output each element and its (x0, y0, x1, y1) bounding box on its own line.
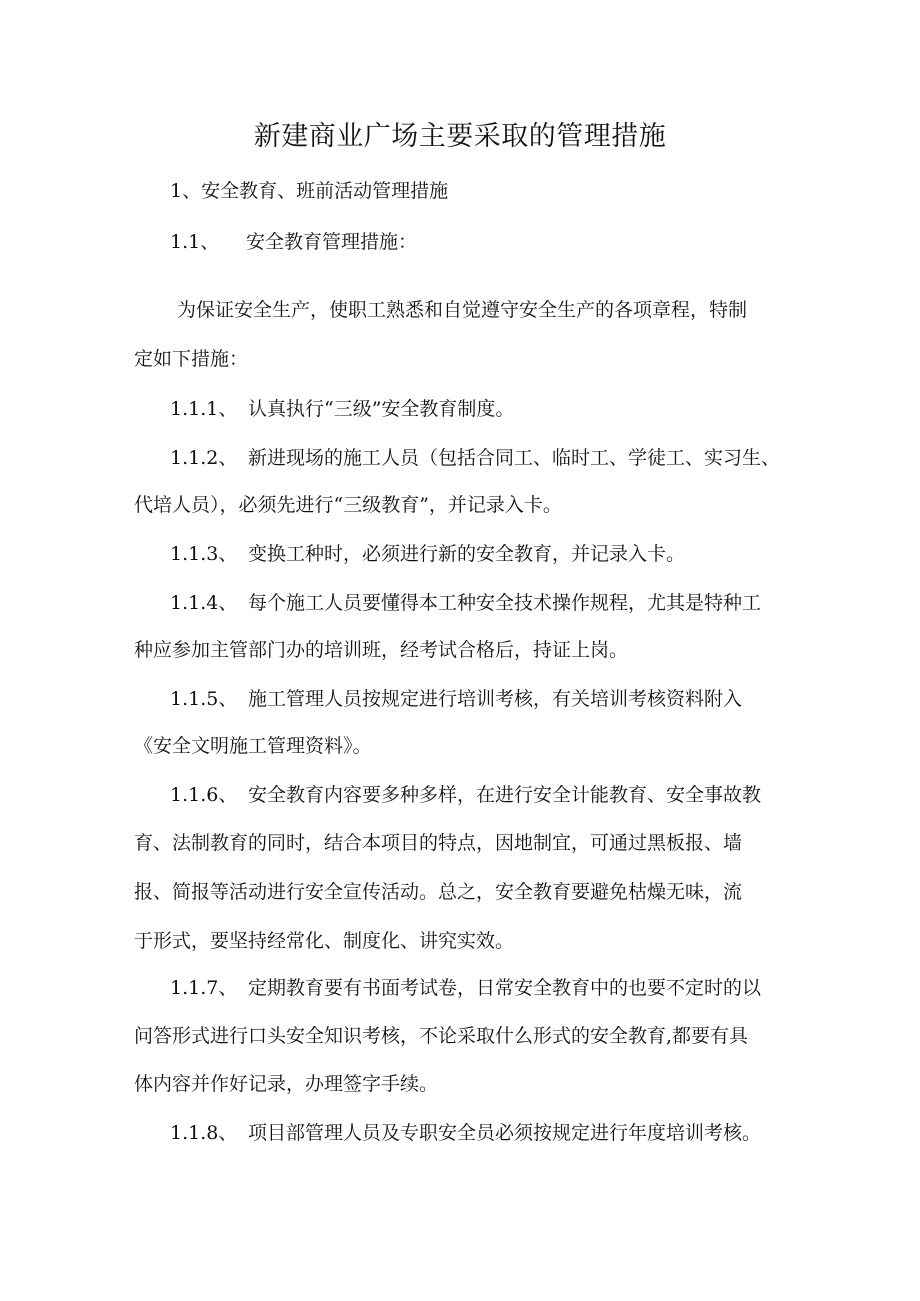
list-item (170, 684, 742, 714)
document-title: 新建商业广场主要采取的管理措施 (253, 121, 667, 152)
list-item (170, 443, 780, 473)
item-number: 1.1.5、 (170, 688, 238, 710)
list-item (170, 394, 514, 424)
intro-line: 定如下措施： (134, 348, 249, 370)
item-text-continued: 育、法制教育的同时，结合本项目的特点，因地制宜，可通过黑板报、墙 (134, 832, 743, 854)
item-number: 1.1.1、 (170, 398, 238, 420)
list-item (170, 588, 761, 618)
item-text-continued: 《安全文明施工管理资料》。 (134, 735, 372, 757)
item-text-continued: 问答形式进行口头安全知识考核，不论采取什么形式的安全教育,都要有具 (134, 1025, 749, 1047)
list-item (170, 539, 685, 569)
item-number: 1.1.3、 (170, 543, 238, 565)
item-text-continued: 于形式，要坚持经常化、制度化、讲究实效。 (134, 930, 515, 952)
item-text-continued: 种应参加主管部门办的培训班，经考试合格后，持证上岗。 (134, 639, 629, 661)
list-item (170, 973, 761, 1003)
item-text-continued: 体内容并作好记录，办理签字手续。 (134, 1073, 439, 1095)
list-item (170, 780, 761, 810)
item-text-continued: 代培人员），必须先进行“三级教育”，并记录入卡。 (134, 494, 562, 516)
item-text: 新进现场的施工人员（包括合同工、临时工、学徒工、实习生、 (248, 447, 781, 469)
subsection-title: 安全教育管理措施： (246, 231, 418, 253)
item-text: 每个施工人员要懂得本工种安全技术操作规程，尤其是特种工 (248, 592, 762, 614)
intro-line: 为保证安全生产，使职工熟悉和自觉遵守安全生产的各项章程，特制 (177, 299, 748, 321)
item-text: 项目部管理人员及专职安全员必须按规定进行年度培训考核。 (248, 1122, 762, 1144)
item-number: 1.1.2、 (170, 447, 238, 469)
item-text: 认真执行“三级”安全教育制度。 (248, 398, 515, 420)
section-heading: 1、安全教育、班前活动管理措施 (170, 180, 449, 202)
item-text-continued: 报、简报等活动进行安全宣传活动。总之，安全教育要避免枯燥无味，流 (134, 881, 743, 903)
item-text: 定期教育要有书面考试卷，日常安全教育中的也要不定时的以 (248, 977, 762, 999)
item-text: 变换工种时，必须进行新的安全教育，并记录入卡。 (248, 543, 686, 565)
item-number: 1.1.7、 (170, 977, 238, 999)
list-item (170, 1118, 761, 1148)
item-text: 安全教育内容要多种多样，在进行安全计能教育、安全事故教 (248, 784, 762, 806)
subsection-heading (170, 227, 417, 257)
item-number: 1.1.4、 (170, 592, 238, 614)
item-text: 施工管理人员按规定进行培训考核，有关培训考核资料附入 (248, 688, 743, 710)
item-number: 1.1.6、 (170, 784, 238, 806)
subsection-number: 1.1、 (170, 231, 220, 253)
item-number: 1.1.8、 (170, 1122, 238, 1144)
